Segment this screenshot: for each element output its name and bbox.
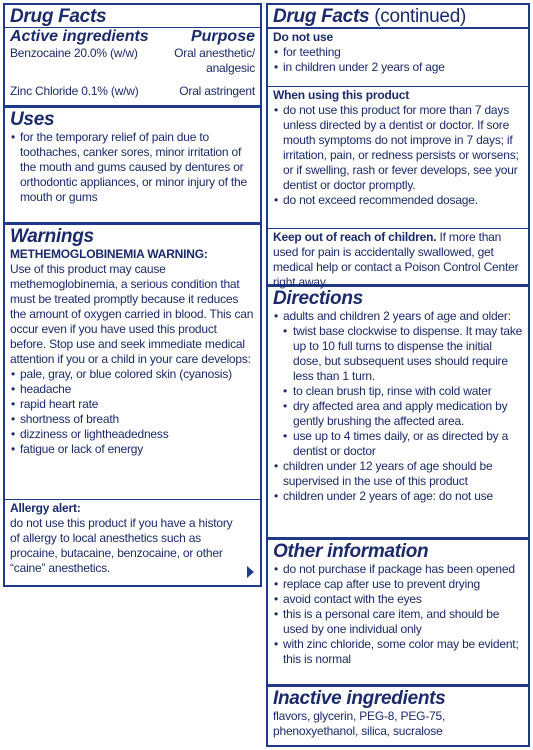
ingredient-name: Zinc Chloride 0.1% (w/w): [10, 84, 139, 98]
list-item: • fatigue or lack of energy: [10, 442, 255, 457]
list-item: • do not exceed recommended dosage.: [273, 193, 523, 208]
keep-out-of-reach-text: [273, 230, 523, 290]
warnings-heading: Warnings: [10, 226, 94, 247]
purpose-heading: Purpose: [190, 28, 255, 45]
list-item: • in children under 2 years of age: [273, 60, 523, 75]
uses-section: [5, 108, 260, 225]
ingredient-purpose: [174, 46, 255, 76]
list-item: • children under 12 years of age should be supervised in the use of this product: [273, 459, 523, 489]
drug-facts-title-continued: [273, 6, 523, 27]
keep-out-detail: If more than used for pain is accidentally swallowed, get medical help or contact a Poison Control Center right away.: [273, 230, 519, 289]
directions-more-list: [273, 459, 523, 504]
continued-title-section: [268, 5, 528, 29]
list-item: • dry affected area and apply medication by gently brushing the affected area.: [273, 399, 523, 429]
when-using-section: [268, 87, 528, 229]
purpose-line: Oral anesthetic/: [174, 46, 255, 60]
directions-sub-list: [273, 324, 523, 459]
allergy-alert-heading: Allergy alert:: [10, 501, 81, 515]
warnings-section: [5, 225, 260, 500]
continue-arrow-icon: [247, 566, 254, 578]
purpose-line: analgesic: [206, 61, 255, 75]
uses-list: [10, 130, 255, 205]
active-ingredients-heading: Active ingredients: [10, 28, 149, 45]
list-item: • for the temporary relief of pain due to toothaches, canker sores, minor irritation of the mouth and gums caused by dentures or orthodontic appliances, or minor injury of the mouth or gums: [10, 130, 255, 205]
list-item: • with zinc chloride, some color may be evident; this is normal: [273, 637, 523, 667]
list-item: • to clean brush tip, rinse with cold water: [273, 384, 523, 399]
directions-list: [273, 309, 523, 324]
allergy-alert-text: do not use this product if you have a history of allergy to local anesthetics such as procaine, butacaine, benzocaine, or other “caine” anesthetics.: [10, 516, 233, 575]
list-item: • avoid contact with the eyes: [273, 592, 523, 607]
list-item: • headache: [10, 382, 255, 397]
list-item: • replace cap after use to prevent drying: [273, 577, 523, 592]
list-item: • for teething: [273, 45, 523, 60]
symptoms-list: [10, 367, 255, 457]
list-item: • dizziness or lightheadedness: [10, 427, 255, 442]
methemoglobinemia-heading: METHEMOGLOBINEMIA WARNING:: [10, 247, 208, 261]
ingredient-purpose: Oral astringent: [179, 84, 255, 98]
when-using-list: [273, 103, 523, 208]
drug-facts-right-panel: [266, 3, 530, 747]
methemoglobinemia-text: Use of this product may cause methemoglobinemia, a serious condition that must be treated promptly because it reduces the amount of oxygen carried in blood. This can occur even if you have used this product before. Stop use and seek immediate medical attention if you or a child in your care develops:: [10, 262, 254, 366]
list-item: • do not use this product for more than 7 days unless directed by a dentist or doctor. If sore mouth symptoms do not improve in 7 days; if irritation, pain, or redness persists or worsens; or if swelling, rash or fever develops, see your dentist or doctor promptly.: [273, 103, 523, 193]
drug-facts-left-panel: [3, 3, 262, 587]
drug-facts-title: Drug Facts: [10, 6, 107, 27]
continued-label: (continued): [369, 6, 466, 27]
ingredients-header: [5, 27, 260, 46]
other-information-list: [273, 562, 523, 667]
do-not-use-section: [268, 29, 528, 87]
keep-out-of-reach-section: [268, 229, 528, 287]
ingredient-name: Benzocaine 20.0% (w/w): [10, 46, 138, 60]
other-information-section: [268, 540, 528, 687]
do-not-use-list: [273, 45, 523, 75]
title-text: Drug Facts: [273, 6, 370, 27]
list-item: • rapid heart rate: [10, 397, 255, 412]
list-item: • children under 2 years of age: do not use: [273, 489, 523, 504]
list-item: • adults and children 2 years of age and older:: [273, 309, 523, 324]
inactive-ingredients-text: flavors, glycerin, PEG-8, PEG-75, phenoxyethanol, silica, sucralose: [273, 709, 446, 738]
list-item: • pale, gray, or blue colored skin (cyanosis): [10, 367, 255, 382]
directions-heading: Directions: [273, 288, 363, 309]
keep-out-bold: Keep out of reach of children.: [273, 230, 437, 244]
inactive-ingredients-section: [268, 687, 528, 741]
inactive-ingredients-heading: Inactive ingredients: [273, 688, 446, 709]
list-item: • twist base clockwise to dispense. It may take up to 10 full turns to dispense the initial dose, but subsequent uses should require less than 1 turn.: [273, 324, 523, 384]
uses-heading: Uses: [10, 109, 55, 130]
list-item: • do not purchase if package has been opened: [273, 562, 523, 577]
do-not-use-heading: Do not use: [273, 30, 333, 44]
other-information-heading: Other information: [273, 541, 429, 562]
list-item: • shortness of breath: [10, 412, 255, 427]
list-item: • this is a personal care item, and should be used by one individual only: [273, 607, 523, 637]
list-item: • use up to 4 times daily, or as directed by a dentist or doctor: [273, 429, 523, 459]
ingredient-row: [10, 46, 255, 76]
directions-section: [268, 287, 528, 540]
ingredient-row: [10, 84, 255, 99]
when-using-heading: When using this product: [273, 88, 410, 102]
active-ingredients-section: [5, 5, 260, 108]
allergy-alert-section: [5, 500, 260, 585]
